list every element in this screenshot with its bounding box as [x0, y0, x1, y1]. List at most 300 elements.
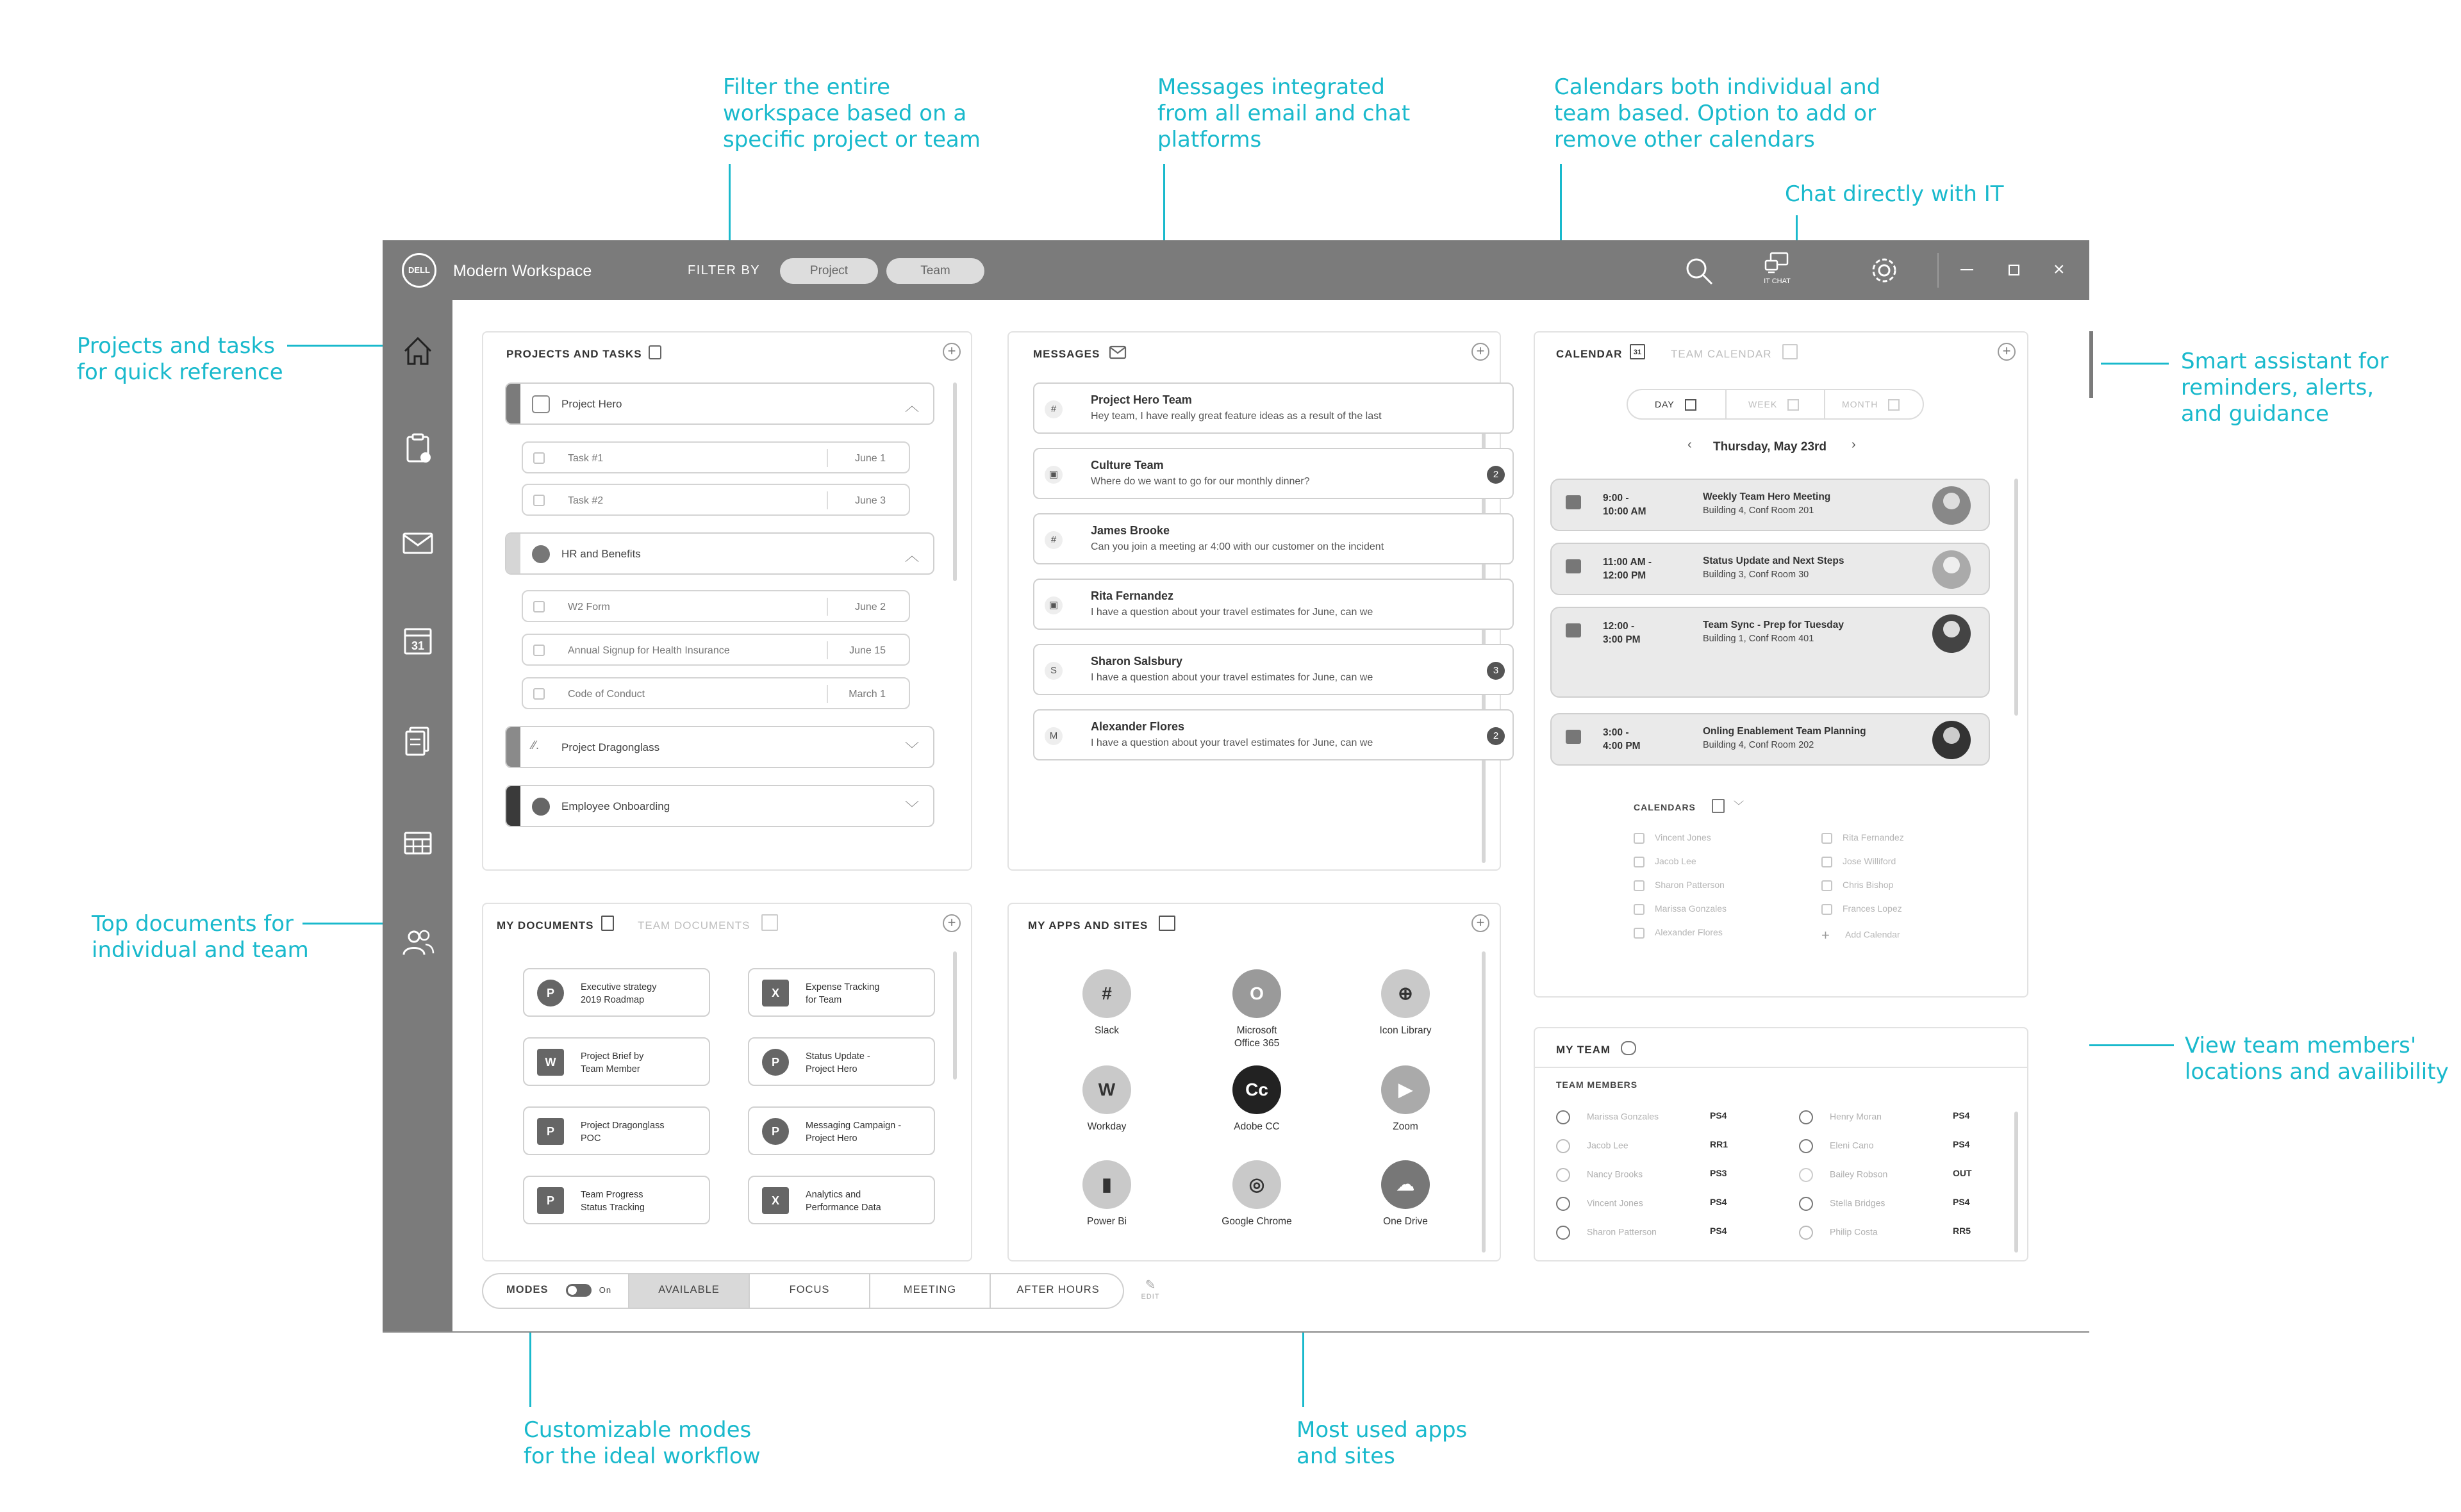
event-location: Building 1, Conf Room 401 [1703, 634, 1814, 644]
task-checkbox[interactable] [533, 688, 545, 700]
event-icon [1566, 730, 1581, 744]
add-calendar-event-button[interactable]: + [1998, 343, 2016, 361]
team-card [1534, 1027, 2028, 1261]
document-label: Status Update - Project Hero [806, 1051, 870, 1074]
project-label: HR and Benefits [561, 548, 641, 560]
unread-badge: 2 [1487, 466, 1505, 484]
it-chat-icon [1764, 252, 1790, 274]
pencil-icon: ✎ [1145, 1278, 1156, 1292]
calendars-icon [1712, 799, 1725, 813]
event-time: 9:00 - 10:00 AM [1603, 493, 1646, 517]
sidebar [383, 300, 452, 1333]
task-row[interactable] [522, 441, 910, 473]
task-label: Task #1 [568, 453, 604, 464]
message-item[interactable] [1033, 579, 1514, 630]
team-member[interactable] [1556, 1168, 1761, 1182]
add-message-button[interactable]: + [1471, 343, 1489, 361]
office-icon: O [1232, 969, 1281, 1018]
event-icon [1566, 495, 1581, 509]
chevron-up-icon[interactable]: ︿ [904, 548, 919, 564]
chevron-up-icon[interactable]: ︿ [904, 398, 919, 414]
person-icon [1556, 1226, 1570, 1240]
team-member[interactable] [1799, 1226, 2004, 1240]
member-location: PS3 [1710, 1168, 1727, 1178]
avatar [1932, 486, 1971, 525]
calendar-title[interactable]: CALENDAR [1556, 348, 1623, 360]
calendar-toggle[interactable] [1821, 880, 1893, 891]
chevron-down-icon[interactable]: ﹀ [904, 741, 919, 757]
app-title: Modern Workspace [453, 262, 592, 280]
calendar-event[interactable] [1550, 543, 1990, 595]
document-item[interactable] [523, 1037, 710, 1086]
view-month[interactable] [1825, 390, 1924, 418]
person-icon [1556, 1110, 1570, 1124]
mail-icon [399, 523, 437, 562]
sidebar-item-tasks[interactable] [399, 429, 437, 468]
task-separator [827, 685, 828, 703]
teams-icon: ▣ [1045, 596, 1063, 614]
task-row[interactable] [522, 484, 910, 516]
filter-project-button[interactable]: Project [780, 258, 878, 284]
event-location: Building 3, Conf Room 30 [1703, 570, 1809, 580]
sidebar-item-apps[interactable] [399, 824, 437, 862]
people-icon [399, 923, 437, 961]
apps-title: MY APPS AND SITES [1028, 919, 1148, 932]
task-row[interactable] [522, 677, 910, 709]
annotation-messages: Messages integrated from all email and chat platforms [1157, 74, 1411, 152]
message-sender: Culture Team [1091, 459, 1164, 472]
slack-icon: # [1082, 969, 1131, 1018]
chrome-icon: ◎ [1232, 1160, 1281, 1209]
team-member[interactable] [1556, 1197, 1761, 1211]
project-color-bar [506, 727, 520, 767]
calendar-toggle[interactable] [1821, 856, 1896, 867]
maximize-button[interactable] [2009, 265, 2019, 275]
app-label: Power Bi [1086, 1216, 1127, 1227]
member-location: RR1 [1710, 1139, 1728, 1149]
app-adobe-cc[interactable] [1186, 1065, 1327, 1133]
dell-logo: DELL [402, 253, 436, 288]
mode-meeting[interactable]: MEETING [870, 1274, 991, 1308]
document-item[interactable] [748, 1106, 935, 1155]
calendar-checkbox[interactable] [1634, 857, 1645, 867]
document-label: Project Brief by Team Member [581, 1051, 644, 1074]
task-label: Task #2 [568, 495, 604, 506]
calendar-card [1534, 331, 2028, 998]
avatar [1932, 614, 1971, 653]
it-chat-button[interactable] [1758, 252, 1796, 293]
message-preview: Where do we want to go for our monthly dinner? [1091, 476, 1310, 487]
event-icon [1566, 623, 1581, 637]
app-office-365[interactable] [1186, 969, 1327, 1050]
member-name: Philip Costa [1830, 1226, 1878, 1237]
calendar-checkbox[interactable] [1634, 904, 1645, 915]
app-label: Google Chrome [1222, 1216, 1292, 1227]
prev-day-button[interactable]: ‹ [1687, 438, 1692, 452]
annotation-team: View team members' locations and availibility [2185, 1033, 2449, 1085]
view-week[interactable] [1727, 390, 1825, 418]
project-icon [532, 545, 550, 563]
document-item[interactable] [523, 1176, 710, 1224]
modes-toggle-state: On [599, 1285, 612, 1295]
next-day-button[interactable]: › [1852, 438, 1856, 452]
annotation-documents: Top documents for individual and team [92, 911, 309, 963]
event-title: Team Sync - Prep for Tuesday [1703, 620, 1844, 630]
annotation-calendars: Calendars both individual and team based. Option to add or remove other calendars [1554, 74, 1881, 152]
sidebar-item-messages[interactable] [399, 523, 437, 562]
gear-icon[interactable] [1868, 254, 1900, 286]
task-separator [827, 491, 828, 509]
calendar-toggle[interactable] [1634, 832, 1711, 844]
close-button[interactable]: × [2053, 259, 2065, 280]
excel-icon: X [762, 980, 789, 1007]
message-item[interactable] [1033, 448, 1514, 499]
event-location: Building 4, Conf Room 202 [1703, 740, 1814, 750]
event-time: 3:00 - 4:00 PM [1603, 727, 1641, 752]
slack-icon: # [1045, 400, 1063, 418]
add-calendar-button[interactable] [1821, 927, 1900, 944]
message-sender: Project Hero Team [1091, 393, 1192, 406]
project-dragonglass[interactable] [505, 726, 934, 768]
task-checkbox[interactable] [533, 601, 545, 612]
task-date: June 1 [854, 453, 886, 464]
projects-scrollbar[interactable] [953, 382, 957, 581]
team-calendar-icon [1782, 344, 1798, 359]
powerpoint-icon: P [537, 980, 564, 1007]
annotation-filter: Filter the entire workspace based on a specific project or team [723, 74, 981, 152]
task-row[interactable] [522, 590, 910, 622]
task-checkbox[interactable] [533, 452, 545, 464]
person-icon [1556, 1139, 1570, 1153]
message-item[interactable] [1033, 513, 1514, 564]
app-google-chrome[interactable] [1186, 1160, 1327, 1228]
document-item[interactable] [523, 968, 710, 1017]
message-item[interactable] [1033, 644, 1514, 695]
task-date: June 15 [849, 645, 886, 656]
sidebar-item-calendar[interactable] [399, 621, 437, 660]
dragonglass-icon: ⁄⁄. [532, 739, 540, 752]
calendar-person: Jose Williford [1843, 856, 1896, 866]
calendar-person: Alexander Flores [1655, 927, 1723, 937]
calendar-checkbox[interactable] [1634, 833, 1645, 844]
annotation-assistant: Smart assistant for reminders, alerts, and guidance [2181, 349, 2389, 427]
current-date: Thursday, May 23rd [1713, 440, 1827, 454]
calendar-toggle[interactable] [1634, 880, 1725, 891]
chevron-down-icon[interactable]: ﹀ [904, 800, 919, 816]
person-icon [1556, 1168, 1570, 1182]
task-label: W2 Form [568, 602, 610, 612]
team-member[interactable] [1799, 1110, 2004, 1124]
calendar-checkbox[interactable] [1821, 904, 1832, 915]
member-name: Sharon Patterson [1587, 1226, 1657, 1237]
title-bar [383, 240, 2089, 300]
team-member[interactable] [1556, 1139, 1761, 1153]
member-location: OUT [1953, 1168, 1972, 1178]
calendar-person: Marissa Gonzales [1655, 903, 1727, 914]
event-title: Weekly Team Hero Meeting [1703, 491, 1831, 502]
search-icon[interactable] [1684, 256, 1714, 286]
grid-icon [399, 824, 437, 862]
member-name: Nancy Brooks [1587, 1169, 1643, 1179]
clipboard-check-icon [399, 429, 437, 468]
mode-available[interactable]: AVAILABLE [629, 1274, 750, 1308]
calendar-toggle[interactable] [1821, 903, 1902, 915]
mode-after-hours[interactable]: AFTER HOURS [1016, 1284, 1100, 1295]
person-icon [1799, 1168, 1813, 1182]
powerpoint-icon: P [762, 1118, 789, 1145]
app-label: Icon Library [1379, 1025, 1432, 1036]
task-label: Code of Conduct [568, 689, 645, 700]
annotation-projects: Projects and tasks for quick reference [77, 333, 283, 385]
message-item[interactable] [1033, 382, 1514, 434]
calendar-checkbox[interactable] [1634, 928, 1645, 939]
adobe-cc-icon: Cc [1232, 1065, 1281, 1114]
calendar-event[interactable] [1550, 607, 1990, 698]
add-app-button[interactable]: + [1471, 914, 1489, 932]
calendar-toggle[interactable] [1634, 927, 1723, 939]
calendar-person: Frances Lopez [1843, 903, 1902, 914]
calendar-scrollbar[interactable] [2014, 479, 2018, 716]
messages-card [1007, 331, 1501, 871]
member-name: Jacob Lee [1587, 1140, 1628, 1151]
sidebar-item-team[interactable] [399, 923, 437, 961]
powerpoint-icon: P [762, 1049, 789, 1076]
calendar-toggle[interactable] [1821, 832, 1904, 844]
event-title: Onling Enablement Team Planning [1703, 726, 1866, 737]
annotation-modes: Customizable modes for the ideal workflow [524, 1417, 761, 1469]
calendars-label: CALENDARS [1634, 802, 1696, 812]
apps-card [1007, 903, 1501, 1261]
view-week-label: WEEK [1748, 399, 1778, 409]
home-icon [399, 332, 437, 370]
task-checkbox[interactable] [533, 495, 545, 506]
message-item[interactable] [1033, 709, 1514, 760]
people-icon [1621, 1041, 1636, 1055]
zoom-icon: ▶ [1381, 1065, 1430, 1114]
document-item[interactable] [748, 968, 935, 1017]
annotation-it-chat: Chat directly with IT [1785, 181, 2004, 207]
documents-title[interactable]: MY DOCUMENTS [497, 919, 594, 932]
message-sender: Rita Fernandez [1091, 589, 1174, 602]
minimize-button[interactable] [1960, 269, 1973, 270]
edit-label: EDIT [1141, 1293, 1160, 1301]
skype-icon: S [1045, 662, 1063, 680]
project-hr-benefits[interactable] [505, 532, 934, 575]
sidebar-item-home[interactable] [399, 332, 437, 370]
week-icon [1787, 399, 1799, 411]
app-icon-library[interactable] [1335, 969, 1476, 1037]
message-sender: James Brooke [1091, 524, 1170, 537]
edit-modes-button[interactable] [1138, 1277, 1163, 1301]
calendar-view-switch [1627, 389, 1924, 420]
slack-icon: # [1045, 531, 1063, 549]
team-member[interactable] [1556, 1226, 1761, 1240]
message-preview: I have a question about your travel estimates for June, can we [1091, 672, 1373, 683]
apps-scrollbar[interactable] [1482, 951, 1486, 1253]
calendar-checkbox[interactable] [1821, 857, 1832, 867]
calendar-toggle[interactable] [1634, 903, 1727, 915]
add-document-button[interactable]: + [943, 914, 961, 932]
message-sender: Alexander Flores [1091, 720, 1185, 733]
apps-grid-icon [1159, 916, 1175, 931]
window-bottom-border [383, 1331, 2089, 1333]
mode-focus[interactable]: FOCUS [750, 1274, 870, 1308]
member-location: PS4 [1953, 1197, 1970, 1207]
power-bi-icon: ▮ [1082, 1160, 1131, 1209]
calendar-event[interactable] [1550, 479, 1990, 531]
project-label: Project Dragonglass [561, 741, 660, 753]
team-documents-icon [761, 914, 778, 931]
mail-icon [1109, 345, 1127, 359]
calendar-person: Jacob Lee [1655, 856, 1696, 866]
calendar-toggle[interactable] [1634, 856, 1696, 867]
app-one-drive[interactable] [1335, 1160, 1476, 1228]
team-divider [1535, 1067, 2027, 1068]
annotation-modes-line [529, 1320, 531, 1407]
app-zoom[interactable] [1335, 1065, 1476, 1133]
teams-icon: ▣ [1045, 466, 1063, 484]
member-location: PS4 [1710, 1226, 1727, 1236]
app-label: Adobe CC [1234, 1121, 1280, 1132]
project-color-bar [506, 534, 520, 573]
calendar-icon: 31 [1630, 344, 1645, 359]
month-icon [1888, 399, 1900, 411]
member-location: PS4 [1710, 1110, 1727, 1121]
filter-team-button[interactable]: Team [886, 258, 984, 284]
calendar-checkbox[interactable] [1821, 880, 1832, 891]
member-name: Eleni Cano [1830, 1140, 1874, 1151]
calendar-checkbox[interactable] [1634, 880, 1645, 891]
view-month-label: MONTH [1842, 399, 1878, 409]
app-label: Microsoft Office 365 [1234, 1025, 1280, 1049]
task-separator [827, 641, 828, 659]
team-documents-tab[interactable]: TEAM DOCUMENTS [638, 919, 750, 932]
person-icon [1799, 1139, 1813, 1153]
calendar-icon [399, 621, 437, 660]
filter-by-label: FILTER BY [688, 263, 761, 277]
project-color-bar [506, 786, 520, 826]
app-label: Workday [1087, 1121, 1127, 1132]
modes-label: MODES [506, 1284, 549, 1295]
team-member[interactable] [1799, 1168, 2004, 1182]
team-member[interactable] [1799, 1197, 2004, 1211]
task-date: June 3 [854, 495, 886, 506]
calendars-chevron-icon[interactable]: ﹀ [1734, 801, 1744, 812]
message-sender: Sharon Salsbury [1091, 655, 1183, 668]
powerpoint-icon: P [537, 1187, 564, 1214]
documents-scrollbar[interactable] [953, 951, 957, 1080]
add-project-button[interactable]: + [943, 343, 961, 361]
app-slack[interactable] [1036, 969, 1177, 1037]
project-label: Employee Onboarding [561, 800, 670, 812]
project-hero[interactable] [505, 382, 934, 425]
excel-icon: X [762, 1187, 789, 1214]
person-icon [1799, 1197, 1813, 1211]
modes-bar [482, 1273, 1124, 1309]
event-time: 11:00 AM - 12:00 PM [1603, 557, 1652, 581]
document-item[interactable] [523, 1106, 710, 1155]
avatar [1932, 550, 1971, 589]
annotation-assistant-line [2101, 363, 2169, 365]
person-icon [1799, 1226, 1813, 1240]
member-location: RR5 [1953, 1226, 1971, 1236]
event-title: Status Update and Next Steps [1703, 555, 1844, 566]
annotation-apps: Most used apps and sites [1297, 1417, 1468, 1469]
project-icon [532, 798, 550, 816]
message-preview: Hey team, I have really great feature ideas as a result of the last [1091, 411, 1382, 422]
team-member[interactable] [1556, 1110, 1761, 1124]
word-icon: W [537, 1049, 564, 1076]
documents-card [482, 903, 972, 1261]
calendar-person: Vincent Jones [1655, 832, 1711, 842]
message-preview: I have a question about your travel estimates for June, can we [1091, 737, 1373, 748]
calendar-person: Chris Bishop [1843, 880, 1894, 890]
app-label: Slack [1095, 1025, 1119, 1036]
event-location: Building 4, Conf Room 201 [1703, 505, 1814, 516]
member-location: PS4 [1953, 1110, 1970, 1121]
add-calendar-label: Add Calendar [1845, 929, 1900, 940]
document-label: Executive strategy 2019 Roadmap [581, 982, 657, 1005]
sidebar-item-documents[interactable] [399, 721, 437, 760]
project-label: Project Hero [561, 398, 622, 410]
team-scrollbar[interactable] [2014, 1112, 2018, 1253]
avatar [1932, 721, 1971, 759]
svg-text:31: 31 [411, 639, 425, 652]
calendar-checkbox[interactable] [1821, 833, 1832, 844]
event-icon [1566, 559, 1581, 573]
clipboard-icon [649, 345, 661, 359]
powerpoint-icon: P [537, 1118, 564, 1145]
team-calendar-tab[interactable]: TEAM CALENDAR [1671, 348, 1772, 360]
app-window [383, 240, 2089, 1333]
team-member[interactable] [1799, 1139, 2004, 1153]
projects-title: PROJECTS AND TASKS [506, 348, 642, 360]
task-checkbox[interactable] [533, 645, 545, 656]
app-workday[interactable] [1036, 1065, 1177, 1133]
app-power-bi[interactable] [1036, 1160, 1177, 1228]
app-label: Zoom [1393, 1121, 1418, 1132]
person-icon [1556, 1197, 1570, 1211]
team-members-label: TEAM MEMBERS [1556, 1080, 1638, 1090]
documents-icon [601, 916, 614, 931]
member-name: Henry Moran [1830, 1111, 1882, 1122]
titlebar-divider [1937, 253, 1939, 288]
workday-icon: W [1082, 1065, 1131, 1114]
view-day[interactable] [1628, 390, 1727, 418]
globe-icon: ⊕ [1381, 969, 1430, 1018]
it-chat-label: IT CHAT [1764, 277, 1791, 285]
modes-toggle-group[interactable] [483, 1274, 629, 1308]
document-label: Messaging Campaign - Project Hero [806, 1121, 902, 1144]
modes-toggle-switch[interactable] [566, 1284, 592, 1297]
project-color-bar [506, 384, 520, 423]
messages-title: MESSAGES [1033, 348, 1100, 360]
onedrive-icon: ☁ [1381, 1160, 1430, 1209]
event-time: 12:00 - 3:00 PM [1603, 621, 1641, 645]
document-label: Project Dragonglass POC [581, 1121, 665, 1144]
message-preview: I have a question about your travel estimates for June, can we [1091, 607, 1373, 618]
member-location: PS4 [1710, 1197, 1727, 1207]
project-employee-onboarding[interactable] [505, 785, 934, 827]
document-item[interactable] [748, 1037, 935, 1086]
task-separator [827, 598, 828, 616]
document-label: Team Progress Status Tracking [581, 1190, 645, 1213]
document-item[interactable] [748, 1176, 935, 1224]
task-row[interactable] [522, 634, 910, 666]
app-label: One Drive [1383, 1216, 1428, 1227]
member-name: Vincent Jones [1587, 1197, 1643, 1208]
calendar-event[interactable] [1550, 713, 1990, 766]
